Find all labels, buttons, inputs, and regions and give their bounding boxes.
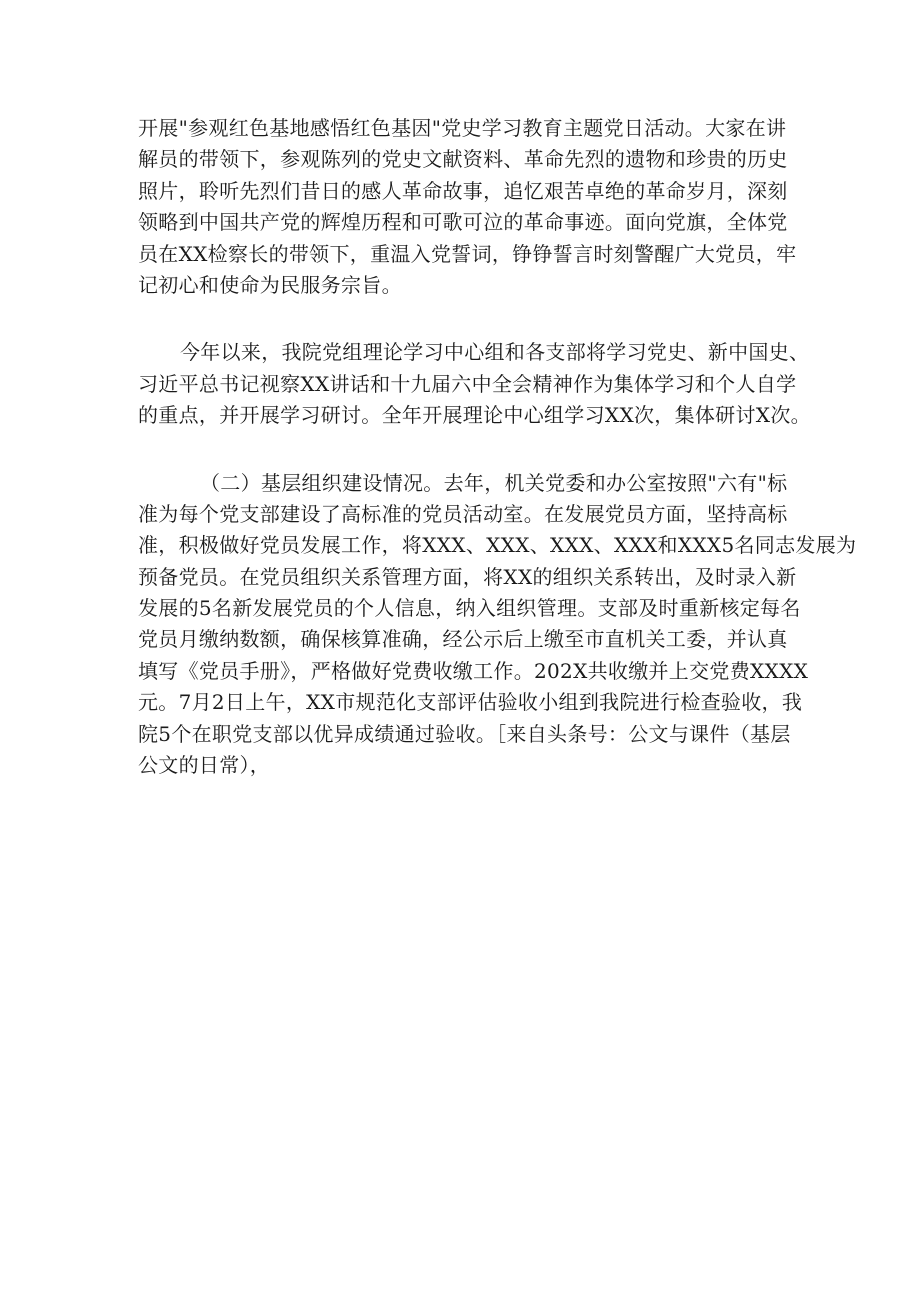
text-line: 预备党员。在党员组织关系管理方面，将XX的组织关系转出，及时录入新 (138, 564, 797, 589)
text-line: 院5个在职党支部以优异成绩通过验收。［来自头条号：公文与课件（基层 (138, 721, 791, 746)
text-line: 准，积极做好党员发展工作，将XXX、XXX、XXX、XXX和XXX5名同志发展为 (138, 533, 857, 558)
text-line: 的重点，并开展学习研讨。全年开展理论中心组学习XX次，集体研讨X次。 (138, 403, 811, 428)
text-line: 习近平总书记视察XX讲话和十九届六中全会精神作为集体学习和个人自学 (138, 371, 797, 396)
text-line: 领略到中国共产党的辉煌历程和可歌可泣的革命事迹。面向党旗，全体党 (138, 210, 788, 235)
text-line: 开展"参观红色基地感悟红色基因"党史学习教育主题党日活动。大家在讲 (138, 116, 787, 140)
text-line: 党员月缴纳数额，确保核算准确，经公示后上缴至市直机关工委，并认真 (138, 627, 788, 652)
text-line: 今年以来，我院党组理论学习中心组和各支部将学习党史、新中国史、 (180, 340, 810, 365)
text-line: 记初心和使命为民服务宗旨。 (138, 272, 402, 297)
text-line: 解员的带领下，参观陈列的党史文献资料、革命先烈的遗物和珍贵的历史 (138, 147, 788, 172)
paragraph-activity (138, 113, 800, 301)
document-body (138, 113, 857, 781)
text-line: 照片，聆听先烈们昔日的感人革命故事，追忆艰苦卓绝的革命岁月，深刻 (138, 178, 788, 203)
text-line: 发展的5名新发展党员的个人信息，纳入组织管理。支部及时重新核定每名 (138, 596, 801, 621)
text-line: 员在XX检察长的带领下，重温入党誓词，铮铮誓言时刻警醒广大党员，牢 (138, 241, 797, 266)
section-heading-line: （二）基层组织建设情况。去年，机关党委和办公室按照"六有"标 (200, 470, 788, 495)
paragraph-organization (138, 468, 857, 782)
text-line: 公文的日常）， (138, 753, 271, 778)
text-line: 填写《党员手册》，严格做好党费收缴工作。202X共收缴并上交党费XXXX (138, 658, 809, 683)
paragraph-study (138, 337, 811, 431)
text-line: 准为每个党支部建设了高标准的党员活动室。在发展党员方面，坚持高标 (138, 501, 788, 526)
text-line: 元。7月2日上午，XX市规范化支部评估验收小组到我院进行检查验收，我 (138, 690, 803, 715)
